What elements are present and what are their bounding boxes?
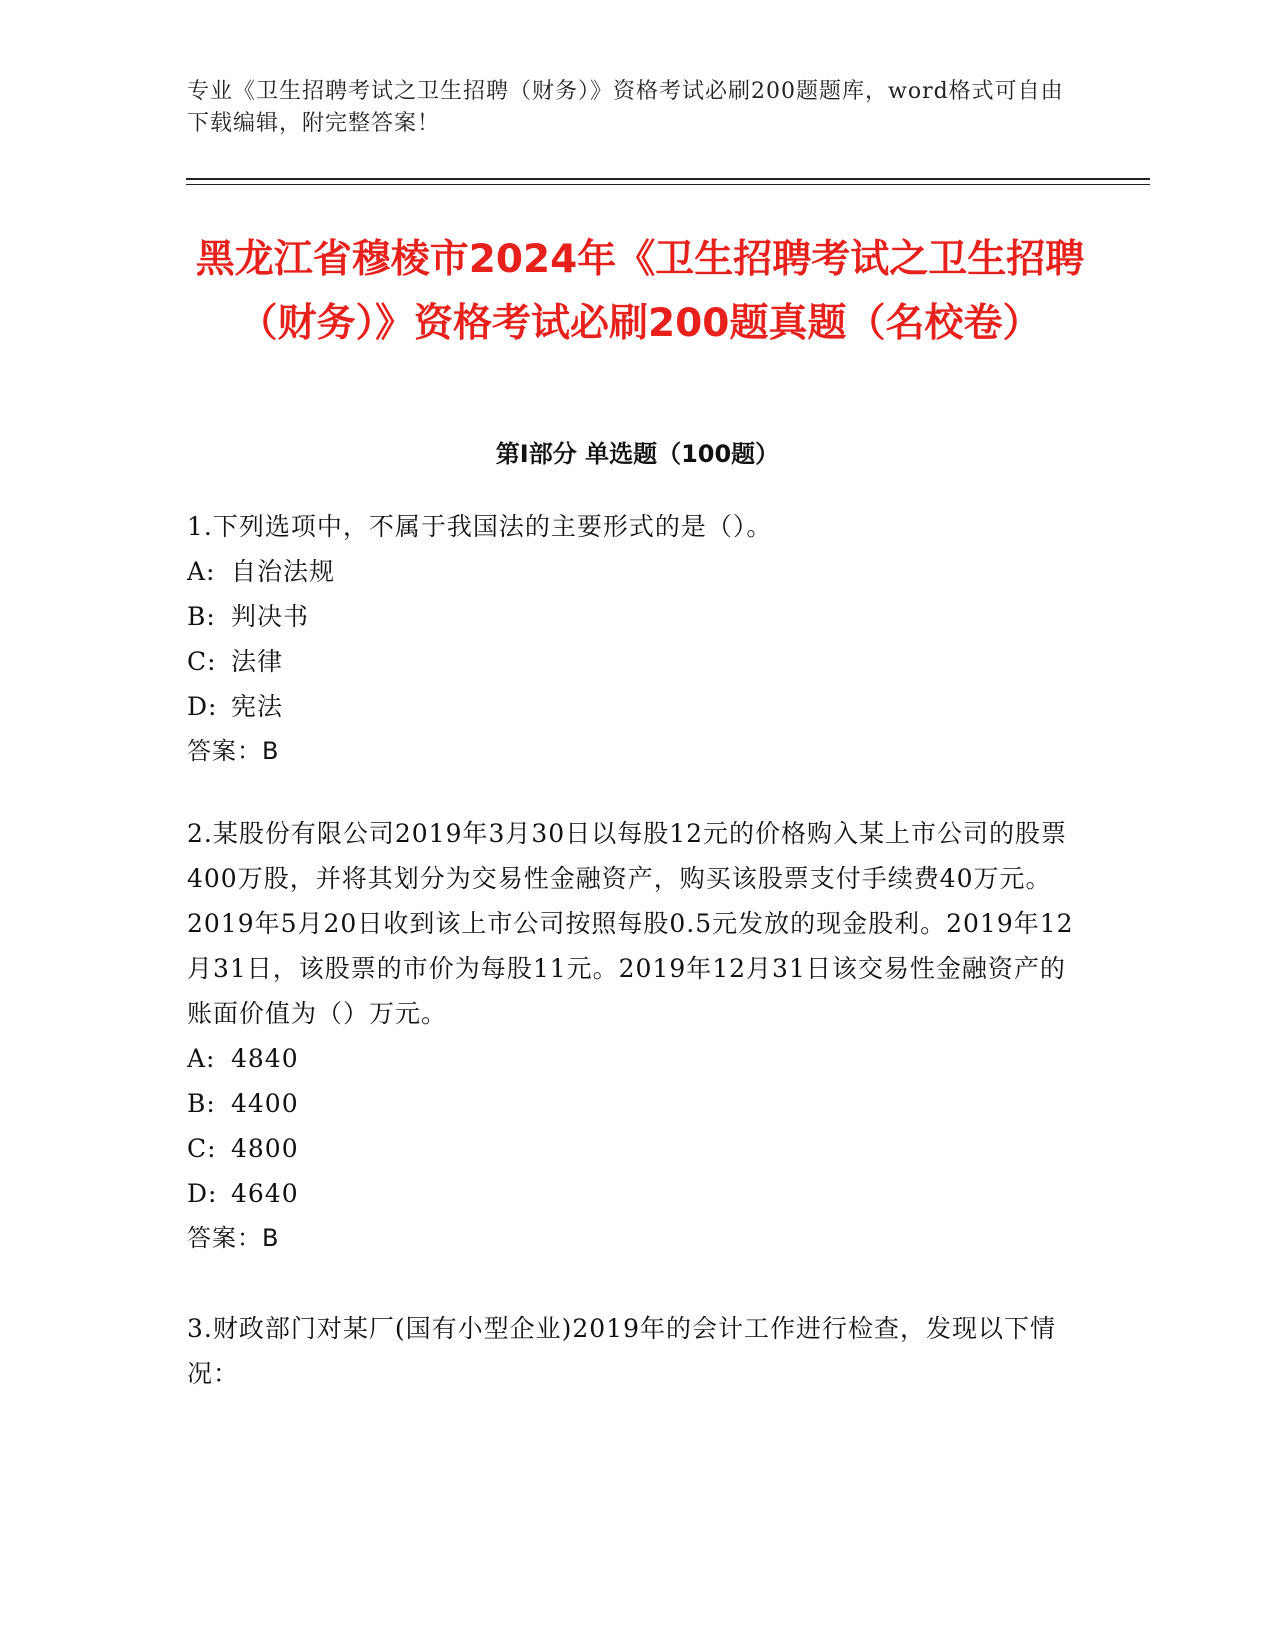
answer: 答案：B xyxy=(187,1224,280,1252)
question-stem: 3.财政部门对某厂(国有小型企业)2019年的会计工作进行检查，发现以下情况： xyxy=(187,1314,1056,1388)
option-label: C: xyxy=(187,1134,217,1163)
option-b xyxy=(187,594,1087,639)
option-label: D: xyxy=(187,1179,218,1208)
option-c xyxy=(187,1126,1087,1171)
question-2 xyxy=(187,811,1087,1261)
section-title: 第Ⅰ部分 单选题（100题） xyxy=(495,440,780,468)
option-b xyxy=(187,1081,1087,1126)
option-a xyxy=(187,549,1087,594)
question-stem: 2.某股份有限公司2019年3月30日以每股12元的价格购入某上市公司的股票400万股，并将其划分为交易性金融资产，购买该股票支付手续费40万元。2019年5月20日收到该上市公司按照每股0.5元发放的现金股利。2019年12月31日，该股票的市价为每股11元。2019年12月31日该交易性金融资产的账面价值为（）万元。 xyxy=(187,819,1074,1028)
answer: 答案：B xyxy=(187,737,280,765)
option-d xyxy=(187,684,1087,729)
option-text: 自治法规 xyxy=(231,557,336,586)
option-text: 4840 xyxy=(231,1044,299,1073)
header-divider-thin xyxy=(186,184,1150,185)
option-text: 4400 xyxy=(231,1089,299,1118)
option-text: 4800 xyxy=(231,1134,299,1163)
question-stem: 1.下列选项中，不属于我国法的主要形式的是（）。 xyxy=(187,512,773,541)
option-label: B: xyxy=(187,602,216,631)
option-label: B: xyxy=(187,1089,216,1118)
document-title: 黑龙江省穆棱市2024年《卫生招聘考试之卫生招聘（财务）》资格考试必刷200题真题（名校卷） xyxy=(195,237,1085,346)
option-text: 4640 xyxy=(231,1179,299,1208)
header-divider-thick xyxy=(186,178,1150,180)
option-a xyxy=(187,1036,1087,1081)
question-1 xyxy=(187,504,1087,774)
option-text: 宪法 xyxy=(231,692,284,721)
option-label: A: xyxy=(187,557,216,586)
header-note: 专业《卫生招聘考试之卫生招聘（财务）》资格考试必刷200题题库，word格式可自由下载编辑，附完整答案！ xyxy=(187,79,1064,136)
question-3 xyxy=(187,1306,1087,1396)
option-label: C: xyxy=(187,647,217,676)
option-label: D: xyxy=(187,692,218,721)
option-label: A: xyxy=(187,1044,216,1073)
option-c xyxy=(187,639,1087,684)
option-d xyxy=(187,1171,1087,1216)
option-text: 法律 xyxy=(231,647,284,676)
option-text: 判决书 xyxy=(231,602,310,631)
